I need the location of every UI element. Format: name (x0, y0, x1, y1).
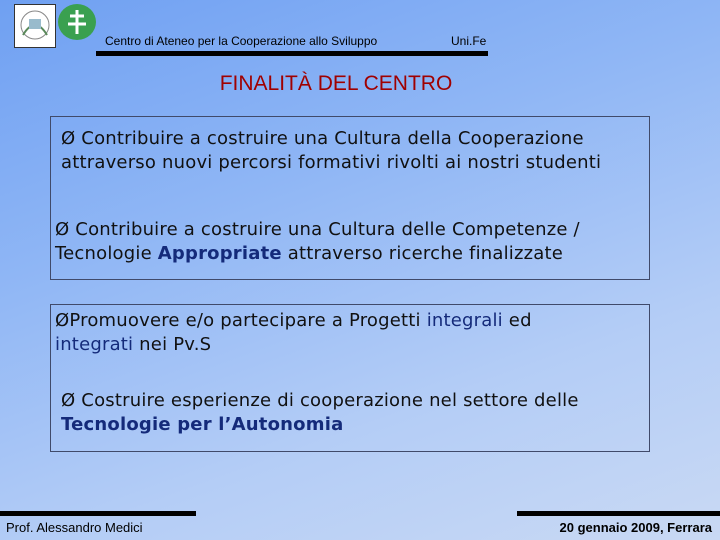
bullet-1 (61, 127, 646, 175)
bullet-2 (55, 218, 645, 266)
page-title: FINALITÀ DEL CENTRO (219, 72, 453, 95)
bullet-2-text: Contribuire a costruire una Cultura delle Competenze / Tecnologie (55, 219, 580, 264)
date-place-label: 20 gennaio 2009, Ferrara (559, 520, 712, 535)
footer-left-divider (0, 511, 196, 516)
bullet-3-highlight-2: integrati (55, 334, 134, 355)
university-logo (14, 4, 56, 48)
bullet-2-text-end: attraverso ricerche finalizzate (281, 243, 564, 264)
bullet-3-text-b: ed (502, 310, 532, 331)
bullet-4 (61, 389, 646, 437)
header-divider (96, 51, 488, 56)
bullet-4-highlight: Tecnologie per l’Autonomia (61, 414, 344, 435)
bullet-4-text: Costruire esperienze di cooperazione nel settore delle (81, 390, 579, 411)
bullet-2-highlight: Appropriate (157, 243, 282, 264)
bullet-3 (55, 309, 645, 357)
bullet-3-highlight-1: integrali (426, 310, 503, 331)
bullet-3-text: Promuovere e/o partecipare a Progetti (69, 310, 427, 331)
arrow-bullet-icon: Ø (61, 128, 76, 149)
author-label: Prof. Alessandro Medici (6, 520, 143, 535)
bullet-3-text-c: nei Pv.S (133, 334, 212, 355)
center-name-label: Centro di Ateneo per la Cooperazione allo Sviluppo (105, 34, 378, 48)
arrow-bullet-icon: Ø (55, 219, 70, 240)
footer-right-divider (517, 511, 720, 516)
university-label: Uni.Fe (451, 34, 487, 48)
bullet-1-text: Contribuire a costruire una Cultura della Cooperazione attraverso nuovi percorsi formativi rivolti ai nostri studenti (61, 128, 602, 173)
arrow-bullet-icon: Ø (61, 390, 76, 411)
arrow-bullet-icon: Ø (55, 310, 70, 331)
cooperation-center-logo (58, 4, 96, 40)
